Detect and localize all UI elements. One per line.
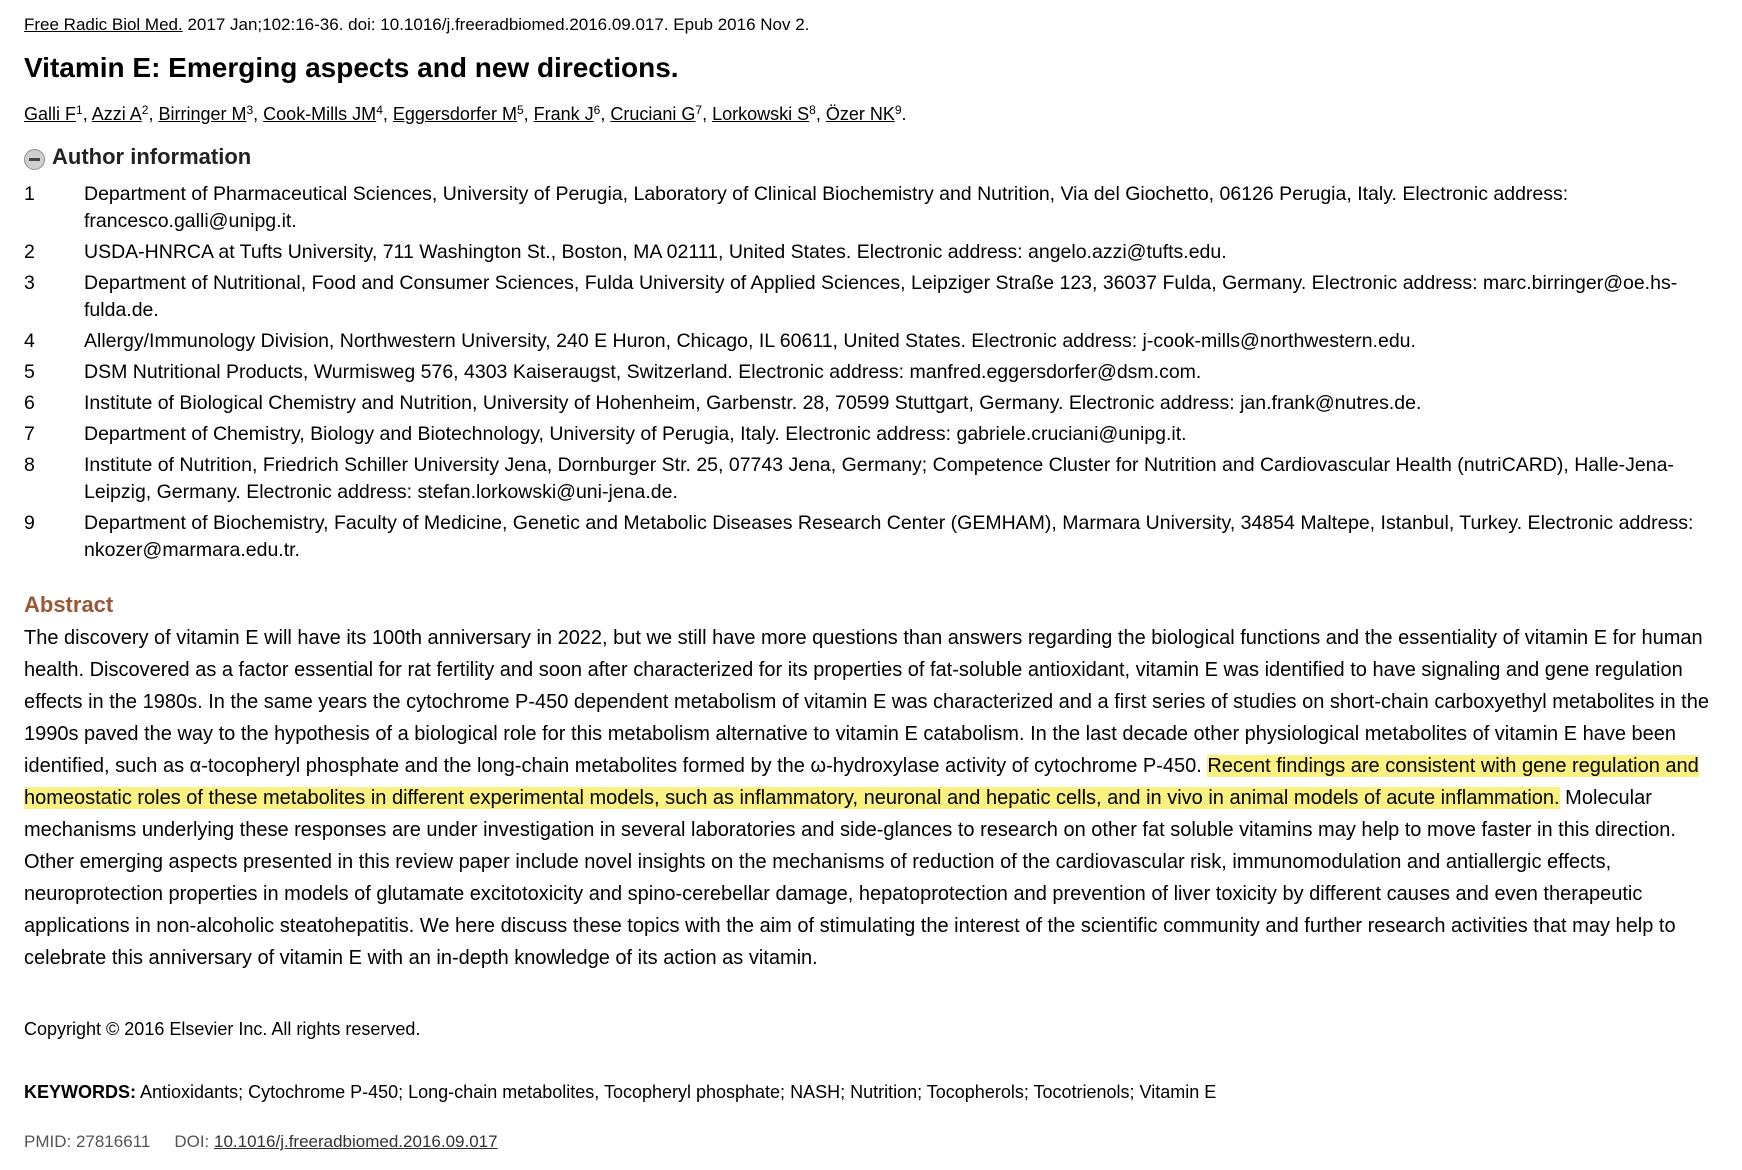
affiliation-text: Allergy/Immunology Division, Northwestern University, 240 E Huron, Chicago, IL 60611, United States. Electronic address: j-cook-mills@northwestern.edu. (84, 330, 1416, 352)
affiliation-text: Department of Chemistry, Biology and Biotechnology, University of Perugia, Italy. Electronic address: gabriele.cruciani@unipg.it. (84, 423, 1187, 445)
author-link[interactable]: Özer NK (825, 104, 895, 124)
author-link[interactable]: Cook-Mills JM (263, 104, 377, 124)
journal-link[interactable]: Free Radic Biol Med. (24, 15, 183, 34)
citation-line (24, 15, 809, 35)
author-sup: 6 (593, 103, 601, 117)
affiliation-text: DSM Nutritional Products, Wurmisweg 576, 4303 Kaiseraugst, Switzerland. Electronic address: manfred.eggersdorfer@dsm.com. (84, 361, 1202, 383)
doi-link[interactable]: 10.1016/j.freeradbiomed.2016.09.017 (214, 1132, 498, 1151)
affiliation-text: Institute of Nutrition, Friedrich Schiller University Jena, Dornburger Str. 25, 07743 Jena, Germany; Competence Cluster for Nutrition and Cardiovascular Health (nutriCARD), Halle-Jena-Leipzig, Germany. Electronic address: stefan.lorkowski@uni-jena.de. (84, 454, 1674, 503)
author-sup: 4 (376, 103, 383, 117)
abstract-text-part: Molecular mechanisms underlying these responses are under investigation in several laboratories and side-glances to research on other fat soluble vitamins may help to move faster in this direction. Other emerging aspects presented in this review paper include novel insights on the mechanisms of reduction of the cardiovascular risk, immunomodulation and antiallergic effects, neuroprotection properties in models of glutamate excitotoxicity and spino-cerebellar damage, hepatoprotection and prevention of liver toxicity by different causes and even therapeutic applications in non-alcoholic steatohepatitis. We here discuss these topics with the aim of stimulating the interest of the scientific community and further research activities that may help to celebrate this anniversary of vitamin E with an in-depth knowledge of its action as vitamin. (24, 787, 1676, 969)
author-link[interactable]: Cruciani G (610, 104, 696, 124)
author-info-label: Author information (52, 144, 252, 169)
affiliation-item (24, 239, 1730, 266)
keywords-text: Antioxidants; Cytochrome P-450; Long-chain metabolites, Tocopheryl phosphate; NASH; Nutrition; Tocopherols; Tocotrienols; Vitamin E (140, 1082, 1217, 1102)
affiliation-text: USDA-HNRCA at Tufts University, 711 Washington St., Boston, MA 02111, United States. Electronic address: angelo.azzi@tufts.edu. (84, 241, 1227, 263)
affiliation-item (24, 510, 1730, 564)
collapse-minus-icon[interactable] (24, 149, 45, 170)
abstract-heading: Abstract (24, 592, 114, 617)
affiliation-item (24, 181, 1730, 235)
affiliation-item (24, 390, 1730, 417)
affiliation-number: 1 (24, 183, 35, 205)
affiliation-item (24, 421, 1730, 448)
affiliation-list (24, 181, 1730, 568)
affiliation-number: 9 (24, 512, 35, 534)
author-sup: 1 (76, 103, 83, 117)
author-sup: 3 (246, 103, 254, 117)
pmid: PMID: 27816611 (24, 1132, 151, 1151)
author-link[interactable]: Frank J (533, 104, 594, 124)
author-link[interactable]: Galli F (24, 104, 77, 124)
author-sup: 7 (695, 103, 703, 117)
author-sup: 5 (516, 103, 524, 117)
affiliation-item (24, 328, 1730, 355)
copyright-notice: Copyright © 2016 Elsevier Inc. All rights reserved. (24, 1019, 421, 1039)
affiliation-number: 8 (24, 454, 35, 476)
affiliation-text: Department of Pharmaceutical Sciences, University of Perugia, Laboratory of Clinical Biochemistry and Nutrition, Via del Giochetto, 06126 Perugia, Italy. Electronic address: francesco.galli@unipg.it. (84, 183, 1569, 232)
affiliation-number: 6 (24, 392, 35, 414)
identifiers-line (24, 1132, 498, 1152)
author-list: Galli $F^1$, Azzi $A^2$, Birringer $M^3$, Cook-Mills $JM^4$, Eggersdorfer $M^5$, Frank $J^6$, Cruciani $G^7$, Lorkowski $S^8$, Özer $NK^9$. (24, 103, 907, 124)
affiliation-number: 4 (24, 330, 35, 352)
affiliation-text: Department of Nutritional, Food and Consumer Sciences, Fulda University of Applied Sciences, Leipziger Straße 123, 36037 Fulda, Germany. Electronic address: marc.birringer@oe.hs-fulda.de. (84, 272, 1678, 321)
author-link[interactable]: Eggersdorfer M (392, 104, 517, 124)
citation-details: 2017 Jan;102:16-36. doi: 10.1016/j.freeradbiomed.2016.09.017. Epub 2016 Nov 2. (187, 15, 810, 34)
affiliation-text: Institute of Biological Chemistry and Nutrition, University of Hohenheim, Garbenstr. 28, 70599 Stuttgart, Germany. Electronic address: jan.frank@nutres.de. (84, 392, 1422, 414)
abstract-highlighted-text: Recent findings are consistent with gene regulation and homeostatic roles of these metabolites in different experimental models, such as inflammatory, neuronal and hepatic cells, and in vivo in animal models of acute inflammation. (24, 755, 1699, 809)
affiliation-item (24, 359, 1730, 386)
author-link[interactable]: Birringer M (158, 104, 247, 124)
affiliation-number: 7 (24, 423, 35, 445)
author-link[interactable]: Azzi A (91, 104, 142, 124)
abstract-text-part: The discovery of vitamin E will have its 100th anniversary in 2022, but we still have more questions than answers regarding the biological functions and the essentiality of vitamin E for human health. Discovered as a factor essential for rat fertility and soon after characterized for its properties of fat-soluble antioxidant, vitamin E was identified to have signaling and gene regulation effects in the 1980s. In the same years the cytochrome P-450 dependent metabolism of vitamin E was characterized and a first series of studies on short-chain carboxyethyl metabolites in the 1990s paved the way to the hypothesis of a biological role for this metabolism alternative to vitamin E catabolism. In the last decade other physiological metabolites of vitamin E have been identified, such as α-tocopheryl phosphate and the long-chain metabolites formed by the ω-hydroxylase activity of cytochrome P-450. (24, 627, 1709, 777)
affiliation-number: 5 (24, 361, 35, 383)
article-title: Vitamin E: Emerging aspects and new directions. (24, 52, 679, 83)
author-sup: 8 (809, 103, 816, 117)
affiliation-text: Department of Biochemistry, Faculty of Medicine, Genetic and Metabolic Diseases Research Center (GEMHAM), Marmara University, 34854 Maltepe, Istanbul, Turkey. Electronic address: nkozer@marmara.edu.tr. (84, 512, 1694, 561)
affiliation-item (24, 452, 1730, 506)
affiliation-item (24, 270, 1730, 324)
author-link[interactable]: Lorkowski S (712, 104, 810, 124)
abstract-text (24, 622, 1730, 974)
author-sup: 9 (894, 103, 902, 117)
keywords-label: KEYWORDS: (24, 1082, 136, 1102)
author-sup: 2 (141, 103, 149, 117)
affiliation-number: 2 (24, 241, 35, 263)
doi-label: DOI: (174, 1132, 210, 1151)
keywords-line (24, 1082, 1216, 1103)
author-info-toggle[interactable] (24, 144, 251, 170)
affiliation-number: 3 (24, 272, 35, 294)
